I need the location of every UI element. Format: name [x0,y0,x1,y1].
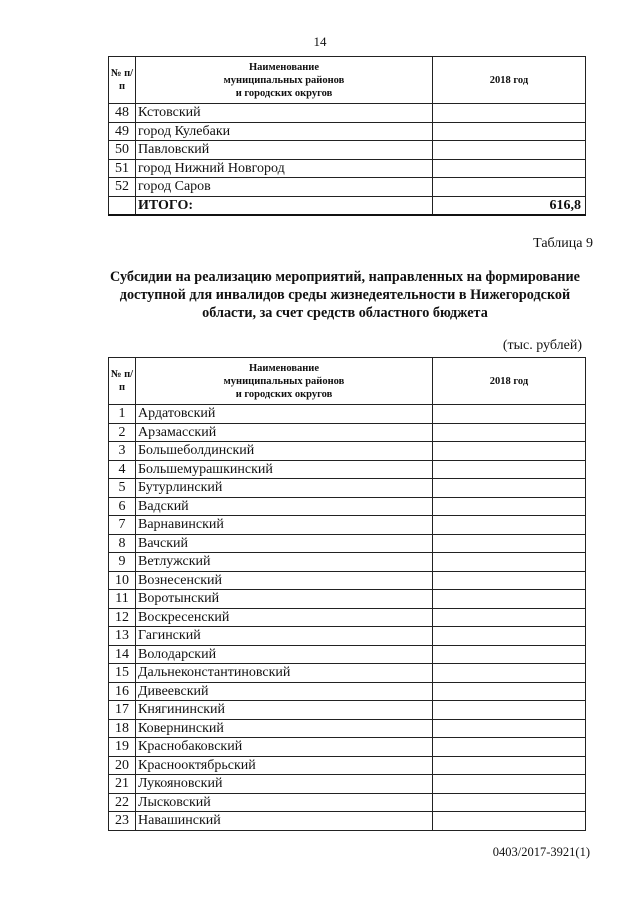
row-number: 16 [109,682,136,701]
table-title: Субсидии на реализацию мероприятий, направленных на формирование доступной для инвалидов среды жизнедеятельности в Нижегородской области, за счет средств областного бюджета [110,269,580,321]
row-name: Павловский [136,141,433,160]
table-row [109,442,586,461]
row-value [433,460,586,479]
table-row [109,719,586,738]
row-value [433,104,586,123]
row-number: 8 [109,534,136,553]
row-value [433,701,586,720]
row-value [433,534,586,553]
header-num: № п/п [109,57,136,104]
table-header-row [109,358,586,405]
table-row [109,682,586,701]
row-name: Воротынский [136,590,433,609]
table-row [109,793,586,812]
table-caption: Таблица 9 [533,236,593,251]
table-row [109,701,586,720]
row-number: 7 [109,516,136,535]
table-row [109,590,586,609]
table-subsidies [108,357,586,831]
row-number: 22 [109,793,136,812]
row-number: 5 [109,479,136,498]
document-code: 0403/2017-3921(1) [492,845,590,859]
total-row [109,196,586,215]
header-name-line: Наименование [249,362,319,374]
row-value [433,738,586,757]
row-value [433,497,586,516]
row-name: Варнавинский [136,516,433,535]
total-num [109,196,136,215]
row-value [433,571,586,590]
row-value [433,479,586,498]
row-number: 48 [109,104,136,123]
table-row [109,553,586,572]
row-number: 21 [109,775,136,794]
row-name: Арзамасский [136,423,433,442]
table-row [109,534,586,553]
row-number: 11 [109,590,136,609]
row-number: 1 [109,405,136,424]
row-name: Ветлужский [136,553,433,572]
row-name: Дальнеконстантиновский [136,664,433,683]
table-row [109,479,586,498]
table-row [109,571,586,590]
row-name: Вадский [136,497,433,516]
header-name [136,358,433,405]
header-year: 2018 год [433,57,586,104]
row-value [433,627,586,646]
row-value [433,590,586,609]
row-name: Ковернинский [136,719,433,738]
header-name-line: муниципальных районов [223,375,345,387]
table-row [109,423,586,442]
table-row [109,627,586,646]
table-row [109,104,586,123]
row-name: Большемурашкинский [136,460,433,479]
table-row [109,460,586,479]
table-row [109,516,586,535]
row-value [433,516,586,535]
row-value [433,775,586,794]
row-value [433,405,586,424]
row-value [433,122,586,141]
row-number: 9 [109,553,136,572]
page-number: 14 [313,34,327,49]
row-value [433,793,586,812]
table-header-row [109,57,586,104]
row-number: 20 [109,756,136,775]
table-row [109,159,586,178]
row-value [433,682,586,701]
total-value: 616,8 [433,196,586,215]
row-number: 12 [109,608,136,627]
row-number: 19 [109,738,136,757]
table-row [109,738,586,757]
row-name: Княгининский [136,701,433,720]
header-name-line: и городских округов [235,87,333,99]
row-name: город Нижний Новгород [136,159,433,178]
row-name: Лукояновский [136,775,433,794]
row-number: 15 [109,664,136,683]
table-row [109,141,586,160]
row-value [433,423,586,442]
header-name-line: и городских округов [235,388,333,400]
row-value [433,159,586,178]
units-label: (тыс. рублей) [502,338,582,353]
row-number: 50 [109,141,136,160]
table-row [109,645,586,664]
row-name: Воскресенский [136,608,433,627]
table-row [109,497,586,516]
table-row [109,775,586,794]
row-value [433,756,586,775]
row-name: Вознесенский [136,571,433,590]
row-number: 23 [109,812,136,831]
table-row [109,178,586,197]
row-number: 18 [109,719,136,738]
row-number: 17 [109,701,136,720]
header-year: 2018 год [433,358,586,405]
row-value [433,178,586,197]
row-number: 3 [109,442,136,461]
row-name: Навашинский [136,812,433,831]
header-name [136,57,433,104]
table-row [109,664,586,683]
table-row [109,405,586,424]
row-value [433,608,586,627]
row-name: Краснобаковский [136,738,433,757]
table-row [109,812,586,831]
row-name: Дивеевский [136,682,433,701]
header-name-line: муниципальных районов [223,74,345,86]
row-value [433,719,586,738]
row-number: 49 [109,122,136,141]
row-number: 2 [109,423,136,442]
row-name: Кстовский [136,104,433,123]
row-number: 4 [109,460,136,479]
table-row [109,608,586,627]
table-continued [108,56,586,216]
row-value [433,812,586,831]
row-number: 10 [109,571,136,590]
row-name: Гагинский [136,627,433,646]
row-number: 52 [109,178,136,197]
row-value [433,664,586,683]
row-value [433,141,586,160]
row-number: 51 [109,159,136,178]
row-name: Володарский [136,645,433,664]
row-name: Большеболдинский [136,442,433,461]
row-value [433,645,586,664]
row-value [433,442,586,461]
row-name: Ардатовский [136,405,433,424]
row-name: Вачский [136,534,433,553]
row-number: 13 [109,627,136,646]
total-label: ИТОГО: [136,196,433,215]
row-name: Бутурлинский [136,479,433,498]
header-name-line: Наименование [249,61,319,73]
header-num: № п/п [109,358,136,405]
row-name: город Кулебаки [136,122,433,141]
table-row [109,756,586,775]
row-name: Краснооктябрьский [136,756,433,775]
row-number: 14 [109,645,136,664]
table-row [109,122,586,141]
row-number: 6 [109,497,136,516]
row-value [433,553,586,572]
row-name: Лысковский [136,793,433,812]
row-name: город Саров [136,178,433,197]
